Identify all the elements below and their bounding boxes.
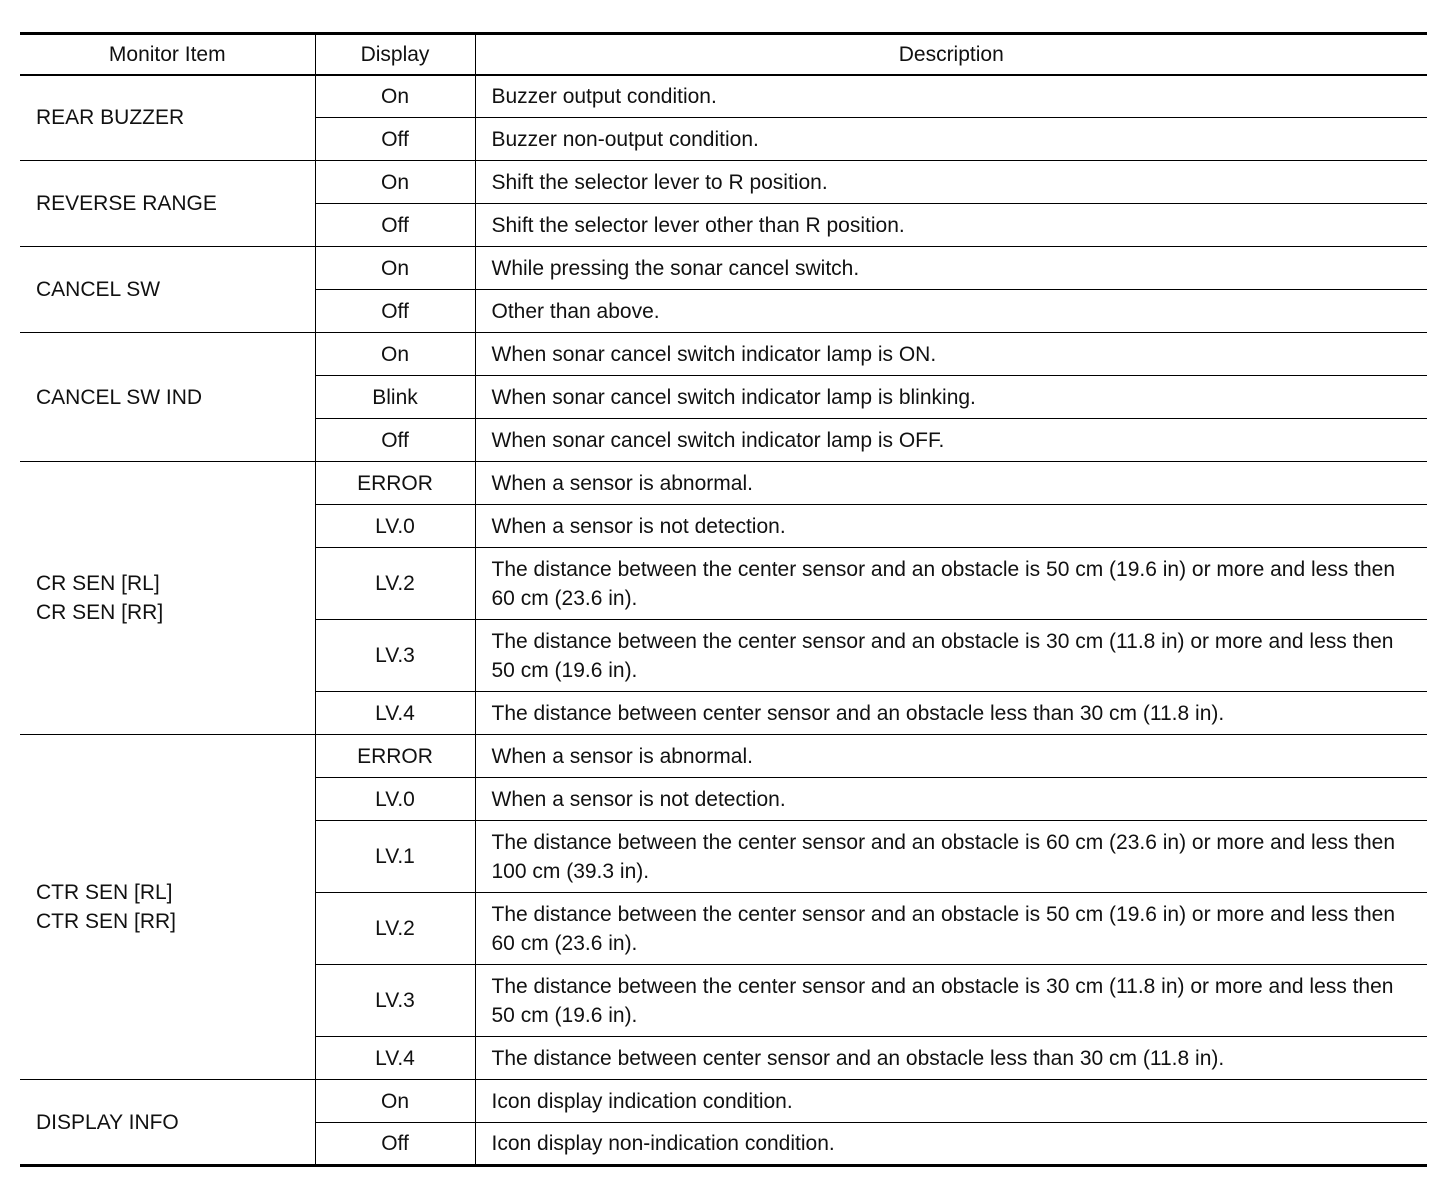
table-row	[20, 247, 1427, 290]
column-header-description: Description	[475, 34, 1427, 75]
display-value-cell: On	[315, 1080, 475, 1123]
monitor-item-cell: DISPLAY INFO	[20, 1080, 315, 1166]
display-value-cell: On	[315, 333, 475, 376]
monitor-item-cell: CANCEL SW IND	[20, 333, 315, 462]
monitor-item-cell: CR SEN [RL] CR SEN [RR]	[20, 462, 315, 735]
table-row	[20, 1080, 1427, 1123]
table-row	[20, 75, 1427, 118]
table-row	[20, 161, 1427, 204]
column-header-display: Display	[315, 34, 475, 75]
description-cell: Shift the selector lever to R position.	[475, 161, 1427, 204]
display-value-cell: LV.3	[315, 965, 475, 1037]
table-header-row	[20, 34, 1427, 75]
monitor-item-cell: REAR BUZZER	[20, 75, 315, 161]
monitor-item-cell: CTR SEN [RL] CTR SEN [RR]	[20, 735, 315, 1080]
display-value-cell: Off	[315, 1123, 475, 1166]
description-cell: When a sensor is not detection.	[475, 505, 1427, 548]
display-value-cell: On	[315, 161, 475, 204]
table-row	[20, 333, 1427, 376]
display-value-cell: Off	[315, 204, 475, 247]
description-cell: Icon display indication condition.	[475, 1080, 1427, 1123]
monitor-item-cell: CANCEL SW	[20, 247, 315, 333]
table-row	[20, 462, 1427, 505]
display-value-cell: On	[315, 75, 475, 118]
table-row	[20, 735, 1427, 778]
description-cell: When sonar cancel switch indicator lamp is blinking.	[475, 376, 1427, 419]
description-cell: The distance between center sensor and an obstacle less than 30 cm (11.8 in).	[475, 692, 1427, 735]
monitor-item-table	[20, 32, 1427, 1167]
display-value-cell: Off	[315, 290, 475, 333]
display-value-cell: LV.4	[315, 1037, 475, 1080]
description-cell: When a sensor is abnormal.	[475, 735, 1427, 778]
description-cell: When a sensor is not detection.	[475, 778, 1427, 821]
display-value-cell: LV.0	[315, 505, 475, 548]
display-value-cell: LV.2	[315, 548, 475, 620]
display-value-cell: LV.4	[315, 692, 475, 735]
display-value-cell: ERROR	[315, 735, 475, 778]
display-value-cell: On	[315, 247, 475, 290]
description-cell: The distance between the center sensor and an obstacle is 50 cm (19.6 in) or more and less then 60 cm (23.6 in).	[475, 548, 1427, 620]
display-value-cell: LV.2	[315, 893, 475, 965]
description-cell: The distance between the center sensor and an obstacle is 30 cm (11.8 in) or more and less then 50 cm (19.6 in).	[475, 620, 1427, 692]
description-cell: The distance between the center sensor and an obstacle is 60 cm (23.6 in) or more and less then 100 cm (39.3 in).	[475, 821, 1427, 893]
monitor-item-cell: REVERSE RANGE	[20, 161, 315, 247]
column-header-monitor-item: Monitor Item	[20, 34, 315, 75]
description-cell: Other than above.	[475, 290, 1427, 333]
display-value-cell: Off	[315, 118, 475, 161]
display-value-cell: Off	[315, 419, 475, 462]
description-cell: When sonar cancel switch indicator lamp is ON.	[475, 333, 1427, 376]
description-cell: While pressing the sonar cancel switch.	[475, 247, 1427, 290]
description-cell: Shift the selector lever other than R position.	[475, 204, 1427, 247]
description-cell: The distance between center sensor and an obstacle less than 30 cm (11.8 in).	[475, 1037, 1427, 1080]
description-cell: The distance between the center sensor and an obstacle is 50 cm (19.6 in) or more and less then 60 cm (23.6 in).	[475, 893, 1427, 965]
display-value-cell: LV.3	[315, 620, 475, 692]
description-cell: Icon display non-indication condition.	[475, 1123, 1427, 1166]
display-value-cell: LV.0	[315, 778, 475, 821]
table-body	[20, 75, 1427, 1166]
description-cell: When a sensor is abnormal.	[475, 462, 1427, 505]
description-cell: Buzzer non-output condition.	[475, 118, 1427, 161]
display-value-cell: LV.1	[315, 821, 475, 893]
display-value-cell: Blink	[315, 376, 475, 419]
display-value-cell: ERROR	[315, 462, 475, 505]
description-cell: Buzzer output condition.	[475, 75, 1427, 118]
description-cell: The distance between the center sensor and an obstacle is 30 cm (11.8 in) or more and less then 50 cm (19.6 in).	[475, 965, 1427, 1037]
description-cell: When sonar cancel switch indicator lamp is OFF.	[475, 419, 1427, 462]
